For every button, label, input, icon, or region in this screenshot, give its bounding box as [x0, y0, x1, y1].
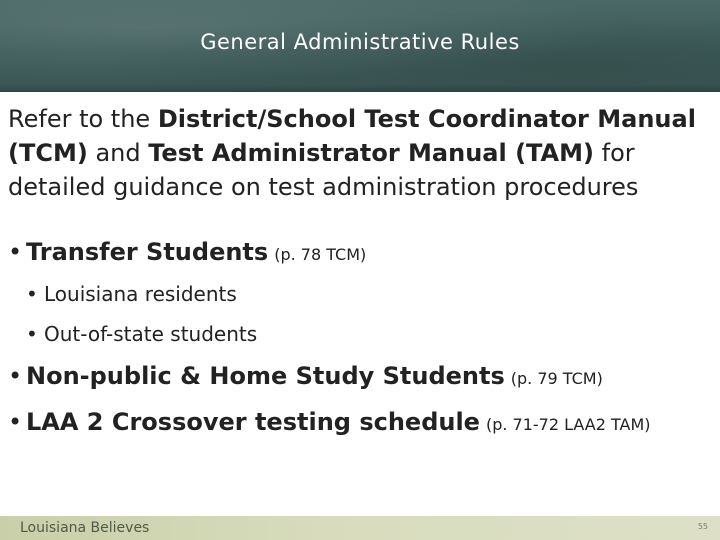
intro-text-3: for detailed guidance on test administration procedures	[8, 139, 639, 201]
bullet-dot: •	[8, 362, 23, 390]
intro-block	[8, 102, 712, 204]
bullet-list	[8, 236, 712, 438]
slide-title: General Administrative Rules	[200, 30, 520, 54]
title-banner	[0, 0, 720, 92]
bullet-page-ref: (p. 78 TCM)	[274, 245, 367, 264]
bullet-label: LAA 2 Crossover testing schedule	[26, 408, 480, 436]
bullet-non-public-home-study	[8, 360, 712, 392]
footer-brand: Louisiana Believes	[20, 520, 150, 536]
bullet-dot: •	[8, 408, 23, 436]
intro-text-1: Refer to the	[8, 105, 158, 133]
sub-bullet-label: Out-of-state students	[44, 322, 258, 346]
bullet-laa2-crossover-schedule	[8, 406, 712, 438]
bullet-label: Non-public & Home Study Students	[26, 362, 505, 390]
sub-bullet-dot: •	[26, 322, 38, 346]
intro-paragraph	[8, 102, 712, 204]
sub-bullet-dot: •	[26, 282, 38, 306]
tam-manual-name: Test Administrator Manual (TAM)	[148, 139, 594, 167]
tcm-manual-name: District/School Test Coordinator Manual (TCM)	[8, 105, 696, 167]
sub-bullet-label: Louisiana residents	[44, 282, 237, 306]
bullet-label: Transfer Students	[26, 238, 269, 266]
intro-text-2: and	[87, 139, 149, 167]
bullet-dot: •	[8, 238, 23, 266]
bullet-page-ref: (p. 71-72 LAA2 TAM)	[485, 415, 651, 434]
bullet-transfer-students	[8, 236, 712, 268]
bullet-page-ref: (p. 79 TCM)	[510, 369, 603, 388]
sub-bullet-louisiana-residents	[26, 280, 712, 308]
sub-bullet-out-of-state-students	[26, 320, 712, 348]
slide-number: 55	[697, 522, 708, 531]
